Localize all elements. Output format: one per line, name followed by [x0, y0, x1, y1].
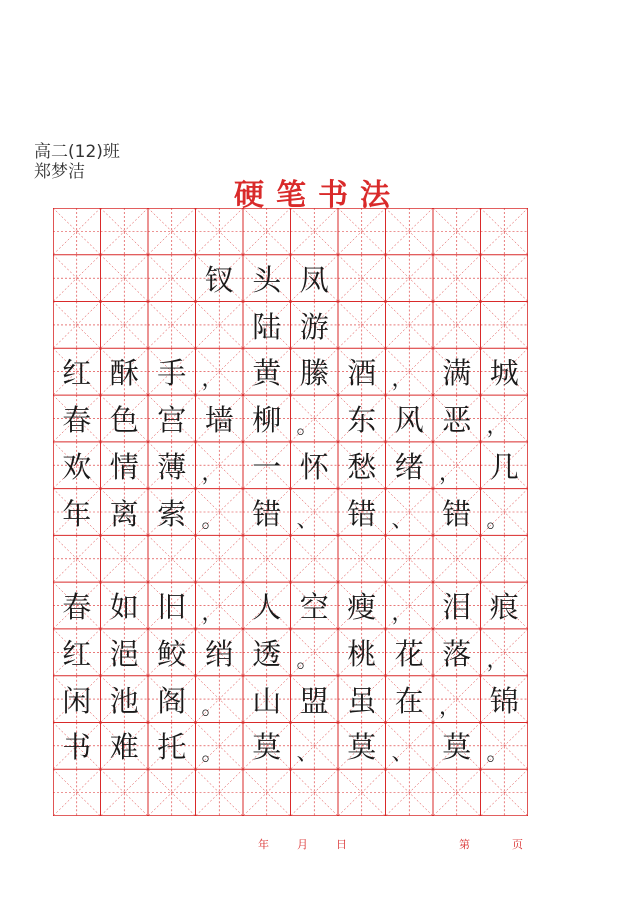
poem-punctuation: ，: [201, 601, 224, 627]
poem-char: 莫: [252, 730, 282, 765]
poem-char: 桃: [347, 636, 377, 671]
poem-punctuation: 。: [201, 741, 224, 767]
poem-punctuation: ，: [486, 647, 509, 673]
poem-char: 色: [109, 403, 139, 438]
poem-char: 酒: [347, 356, 377, 391]
poem-line: [53, 442, 528, 489]
poem-char: 瘦: [347, 590, 377, 625]
poem-char: 宫: [157, 403, 187, 438]
poem-char: 阁: [157, 683, 187, 718]
poem-char: 恶: [442, 403, 472, 438]
sheet-title: 硬笔书法: [234, 178, 402, 213]
poem-char: 难: [109, 730, 139, 765]
poem-char: 索: [157, 496, 187, 531]
poem-char: 错: [347, 496, 377, 531]
poem-char: 满: [442, 356, 472, 391]
poem-char: 绪: [394, 449, 424, 484]
poem-title-char: 头: [252, 263, 282, 297]
poem-char: 绡: [204, 636, 234, 671]
poem-punctuation: ，: [201, 460, 224, 486]
poem-char: 泪: [442, 590, 472, 625]
poem-char: 愁: [347, 449, 377, 484]
poem-char: 黄: [252, 356, 282, 391]
poem-punctuation: ，: [391, 367, 414, 393]
poem-line: [53, 629, 528, 676]
poem-char: 红: [62, 636, 92, 671]
poem-char: 酥: [109, 356, 139, 391]
poem-line: [53, 535, 528, 582]
poem-char: 在: [394, 683, 424, 718]
poem-char: 透: [252, 636, 282, 671]
poem-char: 墙: [204, 403, 234, 438]
poem-punctuation: 、: [296, 741, 319, 767]
poem-char: 红: [62, 356, 92, 391]
poem-char: 风: [394, 403, 424, 438]
poem-char: 东: [347, 403, 377, 438]
poem-punctuation: 、: [391, 741, 414, 767]
poem-char: 山: [252, 683, 282, 718]
poem-char: 旧: [157, 590, 187, 625]
poem-punctuation: 。: [296, 647, 319, 673]
poem-punctuation: 。: [201, 507, 224, 533]
poem-char: 盟: [299, 683, 329, 718]
poem-char: 人: [252, 590, 282, 625]
poem-char: 锦: [489, 683, 519, 718]
poem-punctuation: ，: [486, 414, 509, 440]
poem-punctuation: 、: [296, 507, 319, 533]
footer-month: 月: [297, 838, 308, 851]
poem-char: 错: [442, 496, 472, 531]
poem-char: 欢: [62, 449, 92, 484]
footer-page-suffix: 页: [512, 838, 523, 851]
poem-author-char: 陆: [252, 310, 282, 344]
poem-char: 浥: [109, 636, 139, 671]
poem-line: [53, 348, 528, 395]
poem-char: 縢: [299, 356, 329, 391]
poem-line: [53, 722, 528, 769]
poem-punctuation: 。: [486, 507, 509, 533]
poem-char: 书: [62, 730, 92, 765]
poem-char: 托: [157, 730, 187, 765]
poem-punctuation: ，: [201, 367, 224, 393]
poem-char: 春: [62, 590, 92, 625]
poem-char: 花: [394, 636, 424, 671]
footer-day: 日: [336, 838, 347, 851]
poem-char: 痕: [489, 590, 519, 625]
poem-punctuation: ，: [391, 601, 414, 627]
poem-char: 错: [252, 496, 282, 531]
poem-char: 年: [62, 496, 92, 531]
poem-punctuation: 、: [391, 507, 414, 533]
poem-char: 怀: [299, 449, 329, 484]
poem-line: [53, 582, 528, 629]
poem-char: 几: [489, 449, 519, 484]
poem-line: [53, 395, 528, 442]
poem-char: 莫: [442, 730, 472, 765]
poem-punctuation: 。: [296, 414, 319, 440]
poem-text: [53, 208, 528, 816]
poem-char: 落: [442, 636, 472, 671]
poem-char: 闲: [62, 683, 92, 718]
poem-punctuation: 。: [486, 741, 509, 767]
poem-char: 虽: [347, 683, 377, 718]
poem-punctuation: ，: [439, 460, 462, 486]
poem-char: 池: [109, 683, 139, 718]
poem-char: 柳: [252, 403, 282, 438]
poem-char: 薄: [157, 449, 187, 484]
poem-char: 如: [109, 590, 139, 625]
poem-char: 手: [157, 356, 187, 391]
footer-page-prefix: 第: [459, 838, 470, 851]
poem-char: 一: [252, 449, 282, 484]
student-name: 郑梦洁: [34, 162, 85, 182]
poem-char: 莫: [347, 730, 377, 765]
poem-title-char: 钗: [204, 263, 234, 297]
poem-char: 城: [489, 356, 519, 391]
poem-line: [53, 676, 528, 723]
poem-char: 鲛: [157, 636, 187, 671]
poem-char: 离: [109, 496, 139, 531]
class-name: 高二(12)班: [34, 142, 120, 162]
poem-char: 春: [62, 403, 92, 438]
poem-punctuation: ，: [439, 694, 462, 720]
footer-year: 年: [258, 838, 269, 851]
poem-author-char: 游: [299, 310, 329, 344]
poem-line: [53, 489, 528, 536]
poem-punctuation: 。: [201, 694, 224, 720]
poem-char: 情: [109, 449, 139, 484]
poem-title-char: 凤: [299, 263, 329, 297]
poem-char: 空: [299, 590, 329, 625]
